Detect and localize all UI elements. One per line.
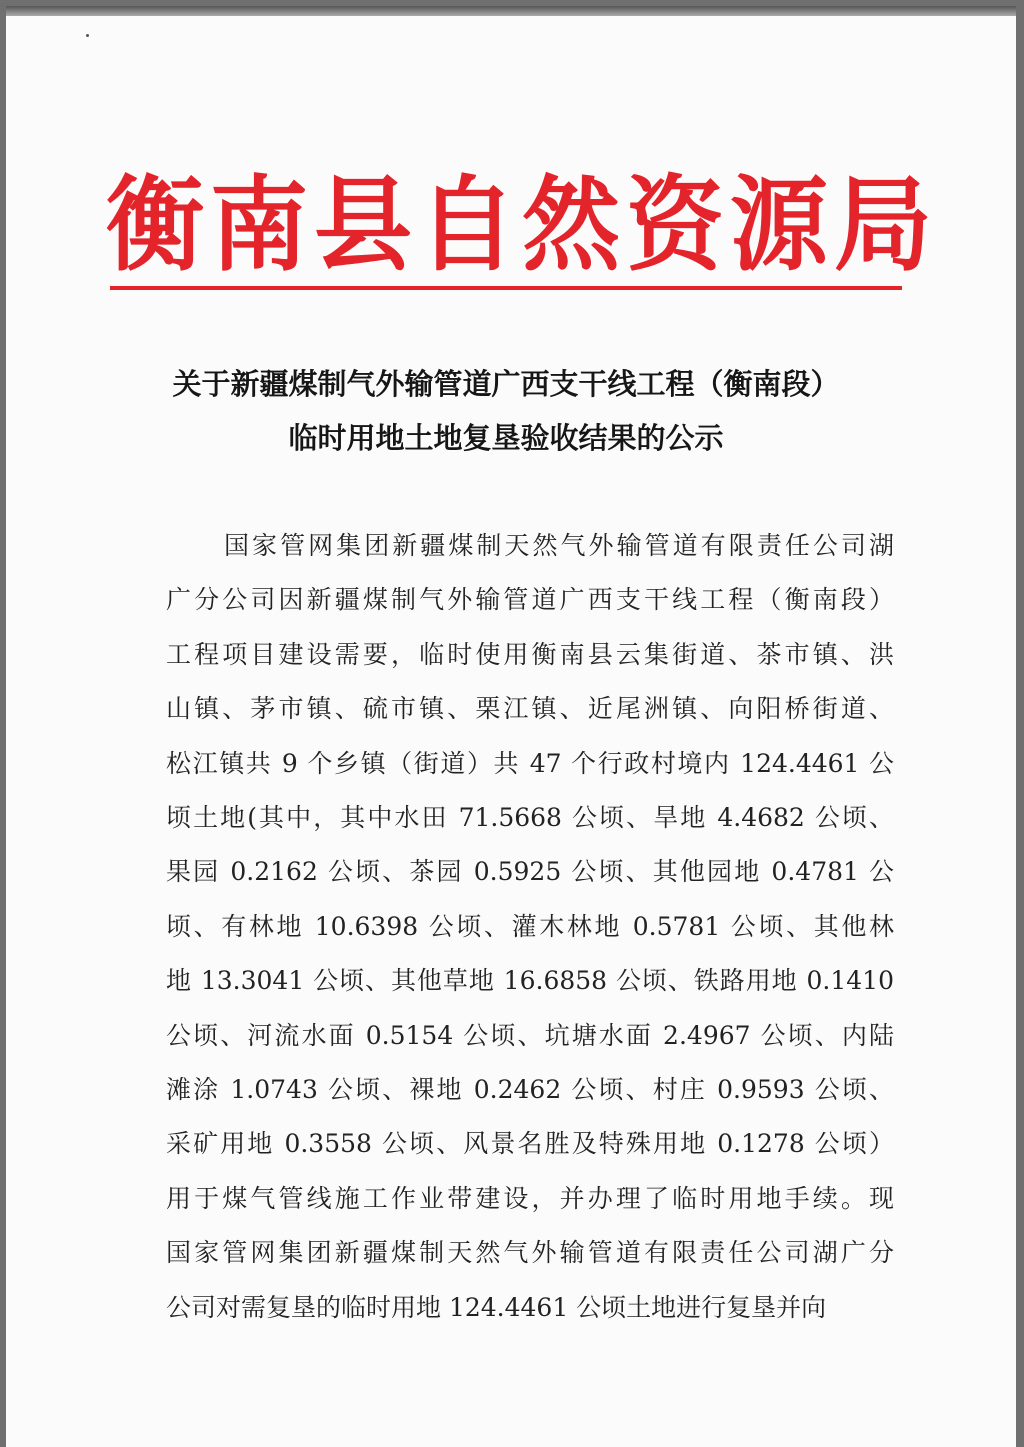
body-line: 顷土地(其中，其中水田 71.5668 公顷、旱地 4.4682 公顷、 (166, 803, 894, 833)
body-line: 国家管网集团新疆煤制天然气外输管道有限责任公司湖广分 (166, 1238, 894, 1268)
body-paragraph (166, 519, 894, 1335)
body-line: 顷、有林地 10.6398 公顷、灌木林地 0.5781 公顷、其他林 (166, 911, 894, 941)
document-page (6, 6, 1016, 1447)
body-line: 山镇、茅市镇、硫市镇、栗江镇、近尾洲镇、向阳桥街道、 (166, 694, 894, 724)
body-line: 地 13.3041 公顷、其他草地 16.6858 公顷、铁路用地 0.1410 (166, 966, 894, 996)
scan-speck (86, 34, 89, 37)
body-line: 公司对需复垦的临时用地 124.4461 公顷土地进行复垦并向 (166, 1292, 827, 1322)
body-line: 采矿用地 0.3558 公顷、风景名胜及特殊用地 0.1278 公顷） (166, 1129, 894, 1159)
body-line: 国家管网集团新疆煤制天然气外输管道有限责任公司湖 (224, 531, 894, 560)
body-line: 滩涂 1.0743 公顷、裸地 0.2462 公顷、村庄 0.9593 公顷、 (166, 1075, 894, 1105)
body-line: 公顷、河流水面 0.5154 公顷、坑塘水面 2.4967 公顷、内陆 (166, 1020, 894, 1050)
body-line: 松江镇共 9 个乡镇（街道）共 47 个行政村境内 124.4461 公 (166, 748, 894, 778)
body-line: 果园 0.2162 公顷、茶园 0.5925 公顷、其他园地 0.4781 公 (166, 857, 894, 887)
body-line: 用于煤气管线施工作业带建设，并办理了临时用地手续。现 (166, 1183, 894, 1213)
letterhead-red-rule (110, 286, 902, 290)
letterhead-title: 衡南县自然资源局 (106, 165, 939, 286)
document-title-line-1: 关于新疆煤制气外输管道广西支干线工程（衡南段） (172, 367, 840, 401)
body-line: 广分公司因新疆煤制气外输管道广西支干线工程（衡南段） (166, 585, 894, 615)
scan-edge-shadow (6, 6, 1016, 16)
document-title-line-2: 临时用地土地复垦验收结果的公示 (288, 421, 724, 455)
body-line: 工程项目建设需要，临时使用衡南县云集街道、茶市镇、洪 (166, 639, 894, 669)
